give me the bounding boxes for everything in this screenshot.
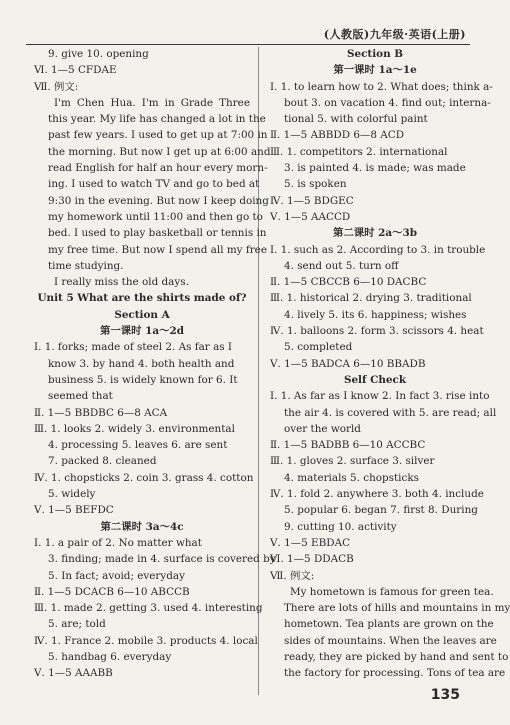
- left-line: Ⅲ. 1. looks 2. widely 3. environmental: [34, 422, 235, 435]
- right-line: Section B: [346, 48, 404, 60]
- right-line: Ⅱ. 1—5 ABBDD 6—8 ACD: [270, 129, 405, 142]
- right-line: Ⅱ. 1—5 CBCCB 6—10 DACBC: [270, 276, 427, 289]
- right-line: Ⅲ. 1. competitors 2. international: [270, 145, 448, 158]
- left-line: Ⅶ. 例文:: [34, 80, 79, 93]
- left-line: 第一课时 1a～2d: [99, 325, 185, 338]
- right-line: 4. materials 5. chopsticks: [284, 471, 419, 484]
- left-line: 5. In fact; avoid; everyday: [48, 569, 185, 582]
- right-line: 5. popular 6. began 7. first 8. During: [284, 504, 478, 517]
- left-line: bed. I used to play basketball or tennis in: [48, 227, 267, 240]
- left-line: 第二课时 3a～4c: [100, 520, 184, 533]
- left-line: Ⅵ. 1—5 CFDAE: [34, 64, 117, 77]
- right-line: 第二课时 2a～3b: [332, 227, 418, 240]
- right-line: tional 5. with colorful paint: [284, 113, 428, 126]
- right-line: the factory for processing. Tons of tea are: [284, 667, 506, 680]
- right-line: My hometown is famous for green tea.: [290, 585, 494, 598]
- left-line: 5. handbag 6. everyday: [48, 650, 172, 663]
- right-line: 9. cutting 10. activity: [284, 520, 397, 533]
- right-line: 3. is painted 4. is made; was made: [284, 162, 466, 175]
- left-line: Ⅰ. 1. a pair of 2. No matter what: [34, 536, 202, 549]
- left-line: I really miss the old days.: [54, 276, 189, 289]
- left-line: I'm Chen Hua. I'm in Grade Three: [54, 96, 250, 109]
- left-line: 3. finding; made in 4. surface is covered by: [48, 553, 276, 566]
- right-line: Ⅲ. 1. gloves 2. surface 3. silver: [270, 455, 435, 468]
- right-line: Ⅲ. 1. historical 2. drying 3. traditional: [270, 292, 472, 305]
- header-rule: [26, 44, 470, 45]
- left-line: 5. are; told: [48, 618, 106, 631]
- left-line: my free time. But now I spend all my free: [48, 243, 267, 256]
- right-line: Ⅵ. 1—5 DDACB: [270, 553, 354, 566]
- left-line: 9:30 in the evening. But now I keep doing: [48, 194, 269, 207]
- left-line: the morning. But now I get up at 6:00 and: [48, 145, 271, 158]
- left-line: 4. processing 5. leaves 6. are sent: [48, 439, 228, 452]
- left-line: 5. widely: [48, 488, 96, 501]
- right-line: 5. is spoken: [284, 178, 347, 191]
- right-line: 4. lively 5. its 6. happiness; wishes: [284, 308, 467, 321]
- left-line: ing. I used to watch TV and go to bed at: [48, 178, 260, 191]
- left-line: Ⅱ. 1—5 BBDBC 6—8 ACA: [34, 406, 168, 419]
- left-line: business 5. is widely known for 6. It: [48, 373, 238, 386]
- left-line: this year. My life has changed a lot in the: [48, 113, 266, 126]
- right-line: Ⅴ. 1—5 EBDAC: [270, 536, 351, 549]
- right-line: Ⅳ. 1—5 BDGEC: [270, 194, 354, 207]
- left-line: 9. give 10. opening: [48, 48, 149, 60]
- left-line: Ⅰ. 1. forks; made of steel 2. As far as I: [34, 341, 233, 354]
- left-line: Ⅳ. 1. chopsticks 2. coin 3. grass 4. cotton: [34, 471, 254, 484]
- left-line: Ⅱ. 1—5 DCACB 6—10 ABCCB: [34, 585, 190, 598]
- right-line: 第一课时 1a～1e: [333, 64, 417, 77]
- right-line: Ⅴ. 1—5 BADCA 6—10 BBADB: [270, 357, 426, 370]
- right-line: 4. send out 5. turn off: [284, 259, 399, 272]
- right-line: Ⅴ. 1—5 AACCD: [270, 210, 351, 223]
- right-line: bout 3. on vacation 4. find out; interna-: [284, 96, 491, 109]
- right-line: over the world: [284, 422, 361, 435]
- left-line: Ⅴ. 1—5 AAABB: [34, 667, 113, 680]
- left-line: know 3. by hand 4. both health and: [48, 357, 235, 370]
- page-number: 135: [430, 687, 460, 703]
- right-line: Ⅰ. 1. As far as I know 2. In fact 3. rise into: [270, 390, 490, 403]
- left-line: 7. packed 8. cleaned: [48, 455, 157, 468]
- right-column: [270, 46, 510, 682]
- left-line: Unit 5 What are the shirts made of?: [37, 292, 247, 305]
- left-line: past few years. I used to get up at 7:00 in: [48, 129, 268, 142]
- left-line: time studying.: [48, 259, 124, 272]
- left-line: Section A: [114, 308, 170, 321]
- left-line: my homework until 11:00 and then go to: [48, 210, 263, 223]
- right-line: 5. completed: [284, 341, 353, 354]
- left-column: [34, 46, 276, 682]
- right-line: ready, they are picked by hand and sent to: [284, 650, 509, 663]
- left-line: read English for half an hour every morn-: [48, 162, 268, 175]
- right-line: There are lots of hills and mountains in my: [284, 602, 510, 615]
- left-line: Ⅴ. 1—5 BEFDC: [34, 504, 114, 517]
- right-line: Ⅰ. 1. to learn how to 2. What does; think a-: [270, 80, 493, 93]
- right-line: Ⅱ. 1—5 BADBB 6—10 ACCBC: [270, 439, 426, 452]
- right-line: Ⅳ. 1. fold 2. anywhere 3. both 4. include: [270, 488, 484, 501]
- left-line: Ⅳ. 1. France 2. mobile 3. products 4. local: [34, 634, 258, 647]
- left-line: seemed that: [48, 390, 113, 403]
- right-line: sides of mountains. When the leaves are: [284, 634, 497, 647]
- right-line: Ⅶ. 例文:: [270, 569, 315, 582]
- right-line: Ⅰ. 1. such as 2. According to 3. in trouble: [270, 243, 486, 256]
- book-header: (人教版)九年级·英语(上册): [323, 28, 466, 41]
- right-line: the air 4. is covered with 5. are read; all: [284, 406, 497, 419]
- right-line: hometown. Tea plants are grown on the: [284, 618, 494, 631]
- right-line: Ⅳ. 1. balloons 2. form 3. scissors 4. heat: [270, 325, 484, 338]
- right-line: Self Check: [343, 373, 407, 386]
- left-line: Ⅲ. 1. made 2. getting 3. used 4. interesting: [34, 602, 263, 615]
